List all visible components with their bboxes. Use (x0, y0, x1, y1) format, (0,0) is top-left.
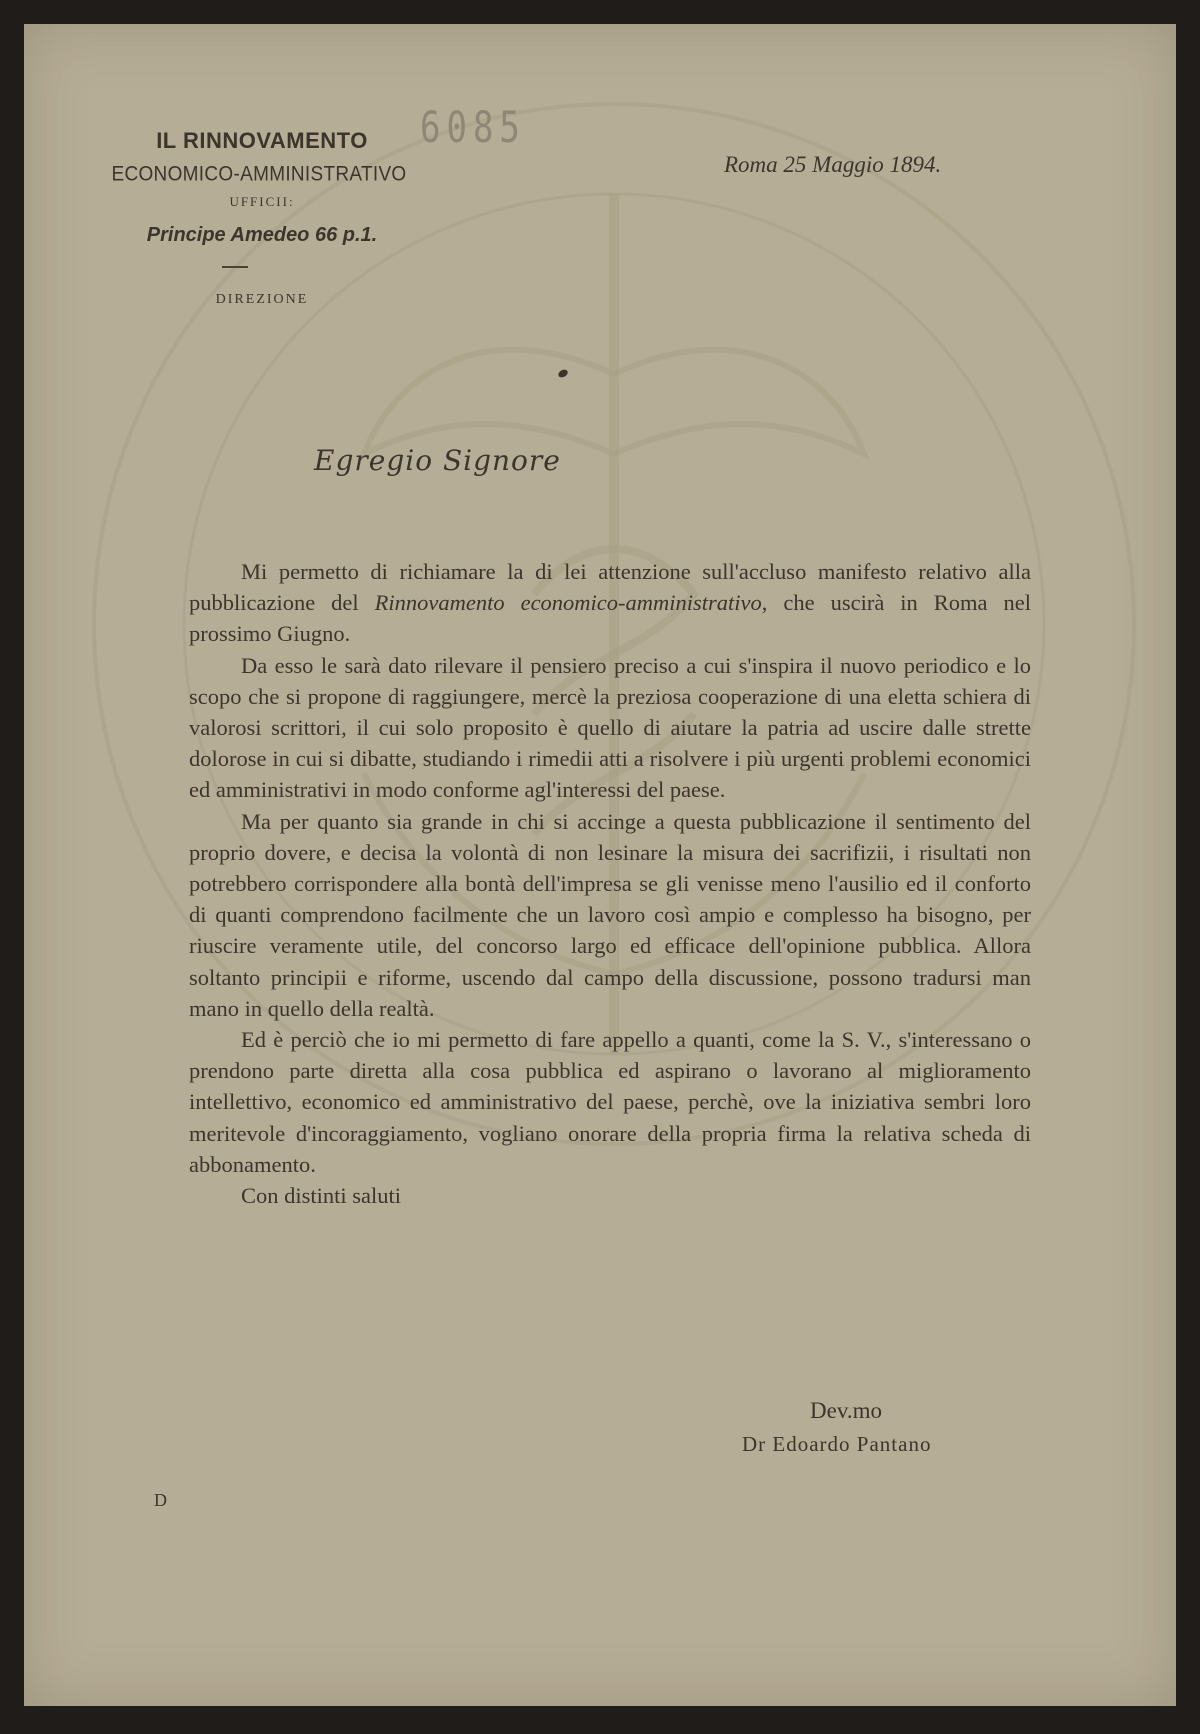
paragraph-1 (189, 556, 1031, 650)
paragraph-2: Da esso le sarà dato rilevare il pensiero preciso a cui s'inspira il nuovo periodico e lo scopo che si propone di raggiungere, mercè la preziosa cooperazione di una eletta schiera di valorosi scrittori, il cui solo proposito è quello di aiutare la patria ad uscire dalle strette dolorose in cui si dibatte, studiando i rimedii atti a risolvere i più urgenti problemi economici ed amministrativi in modo conforme agl'interessi del paese. (189, 652, 1031, 803)
letterhead-offices-label: UFFICII: (229, 194, 295, 209)
paragraph-3: Ma per quanto sia grande in chi si accinge a questa pubblicazione il sentimento del proprio dovere, e decisa la volontà di non lesinare la misura dei sacrifizii, i risultati non potrebbero corrispondere alla bontà dell'impresa se gli venisse meno l'ausilio ed il conforto di quanti comprendono facilmente che un lavoro così ampio e complesso ha bisogno, per riuscire veramente utile, del concorso largo ed efficace dell'opinione pubblica. Allora soltanto principii e riforme, uscendo dal campo della discussione, possono tradursi man mano in quello della realtà. (189, 808, 1031, 1021)
paragraph-1-periodical-title: Rinnovamento economico-amministrativo (374, 590, 762, 616)
letterhead-rule (222, 266, 248, 268)
letter-sheet (24, 24, 1176, 1706)
ink-dot (557, 368, 569, 379)
closing-line: Con distinti saluti (241, 1183, 402, 1209)
letterhead-address: Principe Amedeo 66 p.1. (146, 224, 378, 246)
letterhead-title: IL RINNOVAMENTO (156, 128, 368, 153)
paragraph-1-end: , che uscirà in Roma nel prossimo Giugno. (189, 590, 1031, 647)
letterhead-subtitle: ECONOMICO-AMMINISTRATIVO (111, 162, 407, 187)
greeting: Egregio Signore (314, 444, 561, 477)
paragraph-4: Ed è perciò che io mi permetto di fare appello a quanti, come la S. V., s'interessano o prendono parte diretta alla cosa pubblica ed aspirano o lavorano al miglioramento intellettivo, economico ed amministrativo del paese, perchè, ove la iniziativa sembri loro meritevole d'incoraggiamento, vogliano onorare della propria firma la relativa scheda di abbonamento. (189, 1027, 1031, 1177)
signatory-name: Dr Edoardo Pantano (742, 1432, 932, 1456)
place-date: Roma 25 Maggio 1894. (724, 152, 942, 177)
letterhead-department: DIREZIONE (215, 292, 309, 307)
margin-mark: D (154, 1490, 167, 1510)
stamp-number: 6085 (420, 103, 526, 153)
letter-body (189, 556, 1031, 1211)
paragraph-1-start: Mi permetto di richiamare la di lei attenzione sull'accluso manifesto relativo alla pubblicazione del (189, 559, 1031, 616)
valediction: Dev.mo (810, 1398, 882, 1423)
